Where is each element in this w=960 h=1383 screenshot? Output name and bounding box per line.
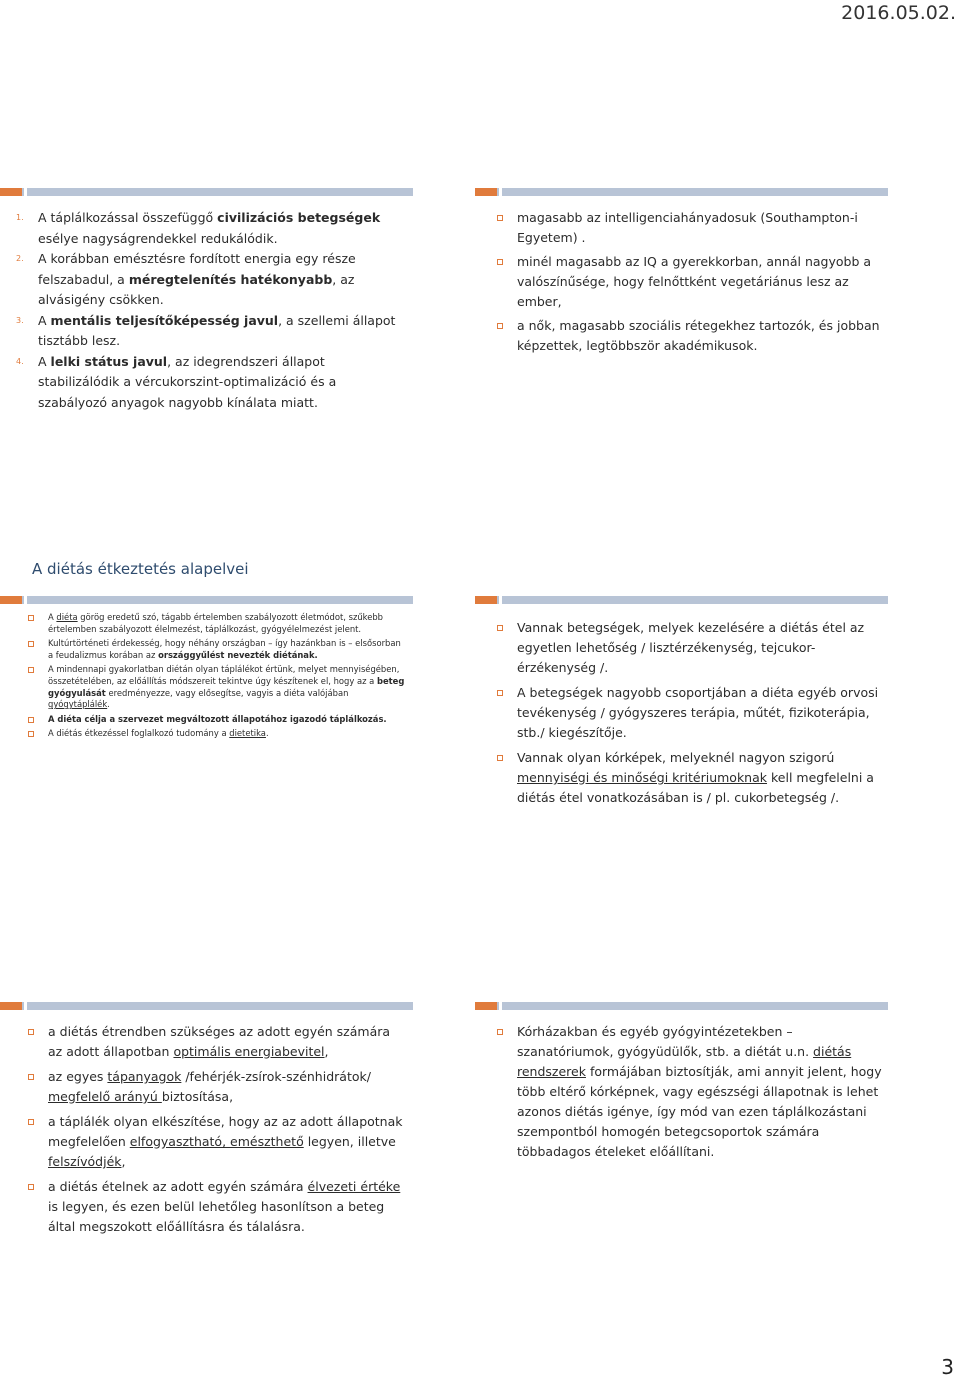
bullet-icon	[28, 1184, 34, 1190]
slide-header-bar	[475, 188, 888, 196]
slide-6	[475, 1002, 888, 1167]
list-item: 1. A táplálkozással összefüggő civilizációs betegségek esélye nagyságrendekkel redukálódik.	[16, 210, 381, 246]
slide-header-bar	[475, 596, 888, 604]
diet-principles-list	[26, 612, 407, 740]
list-item: Kórházakban és egyéb gyógyintézetekben – szanatóriumok, gyógyüdülők, stb. a diétát u.n. diétás rendszerek formájában biztosítják, ami annyit jelent, hogy több eltérő kórképnek, vagy egészségi állapotnak is lehet azonos diétás igénye, így mód van ezen táplálkozástani szempontból homogén betegcsoportok számára többadagos ételeket előállítani.	[495, 1022, 882, 1162]
slide-header-bar	[0, 1002, 413, 1010]
slide-header-bar	[0, 596, 413, 604]
list-item: Vannak betegségek, melyek kezelésére a diétás étel az egyetlen lehetőség / lisztérzékenység, tejcukor-érzékenység /.	[495, 618, 882, 678]
list-item: A diéta görög eredetű szó, tágabb értelemben szabályozott életmódot, szűkebb értelemben szabályozott élelmezést, táplálkozást, gyógyélelmezést jelent.	[26, 612, 407, 635]
list-item: A diétás étkezéssel foglalkozó tudomány a dietetika.	[26, 728, 407, 740]
bullet-icon	[28, 615, 34, 621]
hospital-diet-list	[495, 1022, 882, 1162]
bullet-icon	[28, 717, 34, 723]
bullet-icon	[28, 731, 34, 737]
list-item: A diéta célja a szervezet megváltozott állapotához igazodó táplálkozás.	[26, 714, 407, 726]
diet-requirements-list	[26, 1022, 407, 1237]
list-item: 3. A mentális teljesítőképesség javul, a szellemi állapot tisztább lesz.	[16, 312, 396, 348]
list-item: magasabb az intelligenciahányadosuk (Southampton-i Egyetem) .	[495, 208, 882, 248]
vegetarian-list	[495, 208, 882, 356]
list-item: a diétás ételnek az adott egyén számára élvezeti értéke is legyen, és ezen belül lehetőleg hasonlítson a beteg által megszokott előállításra és tálalásra.	[26, 1177, 407, 1237]
bullet-icon	[497, 625, 503, 631]
bullet-icon	[497, 755, 503, 761]
list-item: a táplálék olyan elkészítése, hogy az az adott állapotnak megfelelően elfogyasztható, emészthető legyen, illetve felszívódjék,	[26, 1112, 407, 1172]
bullet-icon	[28, 1119, 34, 1125]
page-number: 3	[941, 1355, 954, 1379]
benefits-list	[16, 208, 407, 413]
bullet-icon	[497, 215, 503, 221]
bullet-icon	[497, 690, 503, 696]
slide-header-bar	[475, 1002, 888, 1010]
slide-4	[475, 596, 888, 813]
slide-5	[0, 1002, 413, 1242]
list-item: a nők, magasabb szociális rétegekhez tartozók, és jobban képzettek, legtöbbször akadémikusok.	[495, 316, 882, 356]
slide-1	[0, 188, 413, 413]
list-item: 2. A korábban emésztésre fordított energia egy része felszabadul, a méregtelenítés hatékonyabb, az alvásigény csökken.	[16, 251, 356, 307]
list-item: a diétás étrendben szükséges az adott egyén számára az adott állapotban optimális energiabevitel,	[26, 1022, 407, 1062]
slide-title: A diétás étkeztetés alapelvei	[32, 560, 249, 578]
list-item: 4. A lelki státus javul, az idegrendszeri állapot stabilizálódik a vércukorszint-optimalizáció és a szabályozó anyagok nagyobb kínálata miatt.	[16, 353, 337, 410]
bullet-icon	[28, 1074, 34, 1080]
slide-header-bar	[0, 188, 413, 196]
bullet-icon	[497, 1029, 503, 1035]
header-date: 2016.05.02.	[841, 2, 956, 24]
list-item: A mindennapi gyakorlatban diétán olyan táplálékot értünk, melyet mennyiségében, összetételében, az előállítás módszereit tekintve úgy készítenek el, hogy az a beteg gyógyulását eredményezze, vagy elősegítse, vagyis a diéta valójában gyógytáplálék.	[26, 664, 407, 710]
bullet-icon	[497, 323, 503, 329]
bullet-icon	[28, 1029, 34, 1035]
bullet-icon	[28, 641, 34, 647]
bullet-icon	[497, 259, 503, 265]
list-item: A betegségek nagyobb csoportjában a diéta egyéb orvosi tevékenység / gyógyszeres terápia, műtét, fizikoterápia, stb./ kiegészítője.	[495, 683, 882, 743]
slide-2	[475, 188, 888, 360]
list-item: minél magasabb az IQ a gyerekkorban, annál nagyobb a valószínűsége, hogy felnőttként vegetáriánus lesz az ember,	[495, 252, 882, 312]
bullet-icon	[28, 667, 34, 673]
slide-3	[0, 596, 413, 743]
diet-disease-list	[495, 618, 882, 808]
list-item: az egyes tápanyagok /fehérjék-zsírok-szénhidrátok/ megfelelő arányú biztosítása,	[26, 1067, 407, 1107]
list-item: Kultúrtörténeti érdekesség, hogy néhány országban – így hazánkban is – elsősorban a feudalizmus korában az országgyűlést nevezték diétának.	[26, 638, 407, 661]
list-item: Vannak olyan kórképek, melyeknél nagyon szigorú mennyiségi és minőségi kritériumoknak kell megfelelni a diétás étel vonatkozásában is / pl. cukorbetegség /.	[495, 748, 882, 808]
